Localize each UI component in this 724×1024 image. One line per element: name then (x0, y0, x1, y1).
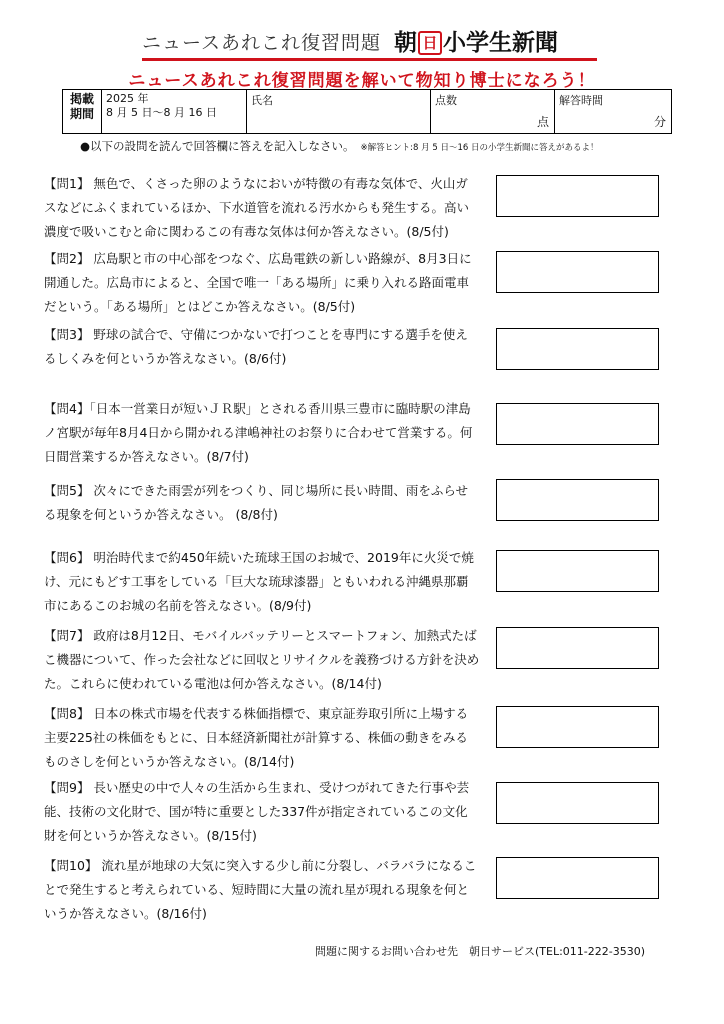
slogan: ニュースあれこれ復習問題を解いて物知り博士になろう！ (128, 71, 596, 91)
question-8: 【問8】 日本の株式市場を代表する株価指標で、東京証券取引所に上場する主要225社の株価をもとに、日本経済新聞社が計算する、株価の動きをみるものさしを何というか答えなさい。(8/14付) (44, 706, 469, 769)
question-6: 【問6】 明治時代まで約450年続いた琉球王国のお城で、2019年に火災で焼け、元にもどす工事をしている「巨大な琉球漆器」ともいわれる沖縄県那覇市にあるこのお城の名前を答えなさい。(8/9付) (44, 550, 474, 613)
score-unit: 点 (536, 115, 549, 129)
answer-box-4[interactable] (496, 403, 659, 445)
contact-footer: 問題に関するお問い合わせ先 朝日サービス(TEL:011-222-3530) (315, 945, 646, 958)
period-year: 2025 年 (106, 92, 149, 105)
logo-text-pre: 朝 (394, 30, 417, 56)
question-3: 【問3】 野球の試合で、守備につかないで打つことを専門にする選手を使えるしくみを何というか答えなさい。(8/6付) (44, 327, 468, 366)
header-subtitle: ニュースあれこれ復習問題 (142, 32, 382, 54)
question-5: 【問5】 次々にできた雨雲が列をつくり、同じ場所に長い時間、雨をふらせる現象を何というか答えなさい。 (8/8付) (44, 483, 469, 522)
period-label: 掲載期間 (63, 90, 102, 134)
question-7: 【問7】 政府は8月12日、モバイルバッテリーとスマートフォン、加熱式たばこ機器について、作った会社などに回収とリサイクルを義務づける方針を決めた。これらに使われている電池は何か答えなさい。(8/14付) (44, 628, 480, 691)
question-10: 【問10】 流れ星が地球の大気に突入する少し前に分裂し、バラバラになることで発生すると考えられている、短時間に大量の流れ星が現れる現象を何というか答えなさい。(8/16付) (44, 858, 477, 921)
instructions-hint: ※解答ヒント:8 月 5 日～16 日の小学生新聞に答えがあるよ！ (360, 143, 599, 153)
answer-box-6[interactable] (496, 550, 659, 592)
answer-box-2[interactable] (496, 251, 659, 293)
question-2: 【問2】 広島駅と市の中心部をつなぐ、広島電鉄の新しい路線が、8月3日に開通した。広島市によると、全国で唯一「ある場所」に乗り入れる路面電車だという。「ある場所」とはどこか答えなさい。(8/5付) (44, 251, 472, 314)
period-cell (102, 90, 247, 134)
newspaper-logo (394, 24, 558, 57)
answer-box-5[interactable] (496, 479, 659, 521)
question-4: 【問4】「日本一営業日が短いＪＲ駅」とされる香川県三豊市に臨時駅の津島ノ宮駅が毎年8月4日から開かれる津嶋神社のお祭りに合わせて営業する。何日間営業するか答えなさい。(8/7付) (44, 401, 473, 464)
name-field[interactable] (247, 90, 431, 134)
answer-box-9[interactable] (496, 782, 659, 824)
instructions (80, 138, 598, 154)
answer-box-10[interactable] (496, 857, 659, 899)
logo-box: 日 (418, 31, 442, 55)
page-header (142, 24, 597, 60)
score-label: 点数 (435, 94, 457, 107)
logo-text-post: 小学生新聞 (443, 30, 558, 56)
header-divider (142, 58, 597, 61)
score-field[interactable] (431, 90, 555, 134)
time-label: 解答時間 (559, 94, 603, 107)
question-1: 【問1】 無色で、くさった卵のようなにおいが特徴の有毒な気体で、火山ガスなどにふくまれているほか、下水道管を流れる汚水からも発生する。高い濃度で吸いこむと命に関わるこの有毒な気体は何か答えなさい。(8/5付) (44, 176, 470, 239)
time-field[interactable] (555, 90, 672, 134)
instructions-main: ●以下の設問を読んで回答欄に答えを記入しなさい。 (80, 139, 355, 153)
name-label: 氏名 (251, 94, 273, 107)
answer-box-7[interactable] (496, 627, 659, 669)
question-9: 【問9】 長い歴史の中で人々の生活から生まれ、受けつがれてきた行事や芸能、技術の文化財で、国が特に重要とした337件が指定されているこの文化財を何というか答えなさい。(8/15付) (44, 780, 470, 843)
time-unit: 分 (653, 115, 666, 129)
answer-box-8[interactable] (496, 706, 659, 748)
info-table (62, 89, 672, 134)
period-dates: 8 月 5 日～8 月 16 日 (106, 106, 217, 119)
answer-box-1[interactable] (496, 175, 659, 217)
answer-box-3[interactable] (496, 328, 659, 370)
